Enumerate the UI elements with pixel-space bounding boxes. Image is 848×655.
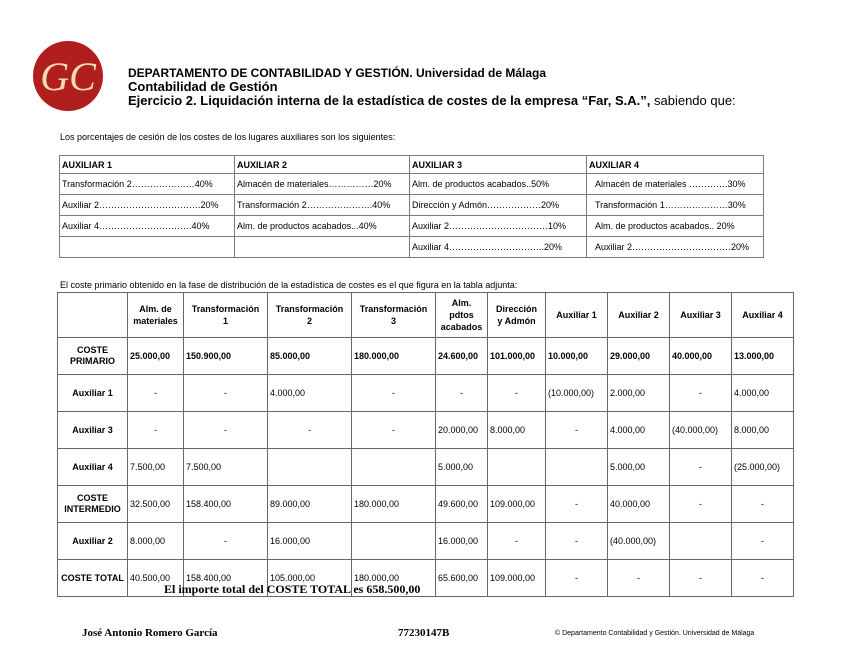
cost-row <box>58 412 794 449</box>
row-label: COSTE INTERMEDIO <box>58 486 128 523</box>
value-cell: 158.400,00 <box>184 560 268 597</box>
value-cell: - <box>128 412 184 449</box>
value-cell: 16.000,00 <box>268 523 352 560</box>
header-cell: Transformación 1 <box>184 293 268 338</box>
value-cell: 4.000,00 <box>732 375 794 412</box>
aux-header-cell: AUXILIAR 3 <box>410 156 587 174</box>
value-cell: - <box>352 375 436 412</box>
value-cell: 8.000,00 <box>488 412 546 449</box>
row-label: Auxiliar 4 <box>58 449 128 486</box>
value-cell: - <box>268 412 352 449</box>
aux-intro-text: Los porcentajes de cesión de los costes de los lugares auxiliares son los siguientes: <box>60 132 396 142</box>
value-cell: 8.000,00 <box>732 412 794 449</box>
value-cell: 65.600,00 <box>436 560 488 597</box>
value-cell: (40.000,00) <box>670 412 732 449</box>
value-cell: (10.000,00) <box>546 375 608 412</box>
cost-row <box>58 486 794 523</box>
aux-cell: Auxiliar 2……………………………20% <box>587 237 764 258</box>
value-cell: - <box>546 560 608 597</box>
aux-cell: Almacén de materiales……………20% <box>235 174 410 195</box>
auxiliary-percentages-table <box>59 155 764 258</box>
author-name: José Antonio Romero García <box>82 627 218 639</box>
value-cell: 4.000,00 <box>608 412 670 449</box>
value-cell: - <box>184 412 268 449</box>
header-cell: Alm. pdtos acabados <box>436 293 488 338</box>
aux-cell: Auxiliar 2……………………………10% <box>410 216 587 237</box>
header-cell: Auxiliar 2 <box>608 293 670 338</box>
value-cell: - <box>732 523 794 560</box>
aux-cell: Alm. de productos acabados..50% <box>410 174 587 195</box>
aux-cell: Alm. de productos acabados...40% <box>235 216 410 237</box>
value-cell: - <box>670 449 732 486</box>
value-cell: - <box>184 375 268 412</box>
header-cell: Transformación 3 <box>352 293 436 338</box>
value-cell: - <box>608 560 670 597</box>
value-cell: - <box>488 375 546 412</box>
aux-row <box>60 237 764 258</box>
value-cell: 29.000,00 <box>608 338 670 375</box>
value-cell: - <box>184 523 268 560</box>
value-cell: 49.600,00 <box>436 486 488 523</box>
cost-row <box>58 338 794 375</box>
header-cell: Alm. de materiales <box>128 293 184 338</box>
value-cell: 180.000,00 <box>352 486 436 523</box>
aux-header-cell: AUXILIAR 4 <box>587 156 764 174</box>
value-cell: (25.000,00) <box>732 449 794 486</box>
copyright-notice: © Departamento Contabilidad y Gestión. Universidad de Málaga <box>555 630 755 637</box>
value-cell <box>352 449 436 486</box>
aux-cell: Dirección y Admón………………20% <box>410 195 587 216</box>
value-cell: 20.000,00 <box>436 412 488 449</box>
value-cell: 150.900,00 <box>184 338 268 375</box>
value-cell <box>268 449 352 486</box>
total-cost-statement: El importe total del COSTE TOTAL es 658.500,00 <box>164 582 421 596</box>
aux-cell <box>235 237 410 258</box>
value-cell: - <box>546 412 608 449</box>
value-cell <box>488 449 546 486</box>
value-cell: - <box>546 486 608 523</box>
value-cell: - <box>436 375 488 412</box>
cost-distribution-table <box>57 292 794 597</box>
value-cell: 4.000,00 <box>268 375 352 412</box>
value-cell: 13.000,00 <box>732 338 794 375</box>
aux-header-cell: AUXILIAR 1 <box>60 156 235 174</box>
aux-header-row <box>60 156 764 174</box>
value-cell: 25.000,00 <box>128 338 184 375</box>
value-cell <box>546 449 608 486</box>
aux-row <box>60 216 764 237</box>
value-cell: - <box>488 523 546 560</box>
aux-cell: Almacén de materiales ………….30% <box>587 174 764 195</box>
department-logo <box>32 40 104 112</box>
value-cell: - <box>670 560 732 597</box>
value-cell: 89.000,00 <box>268 486 352 523</box>
aux-cell <box>60 237 235 258</box>
value-cell: 16.000,00 <box>436 523 488 560</box>
header-cell: Auxiliar 4 <box>732 293 794 338</box>
value-cell: - <box>732 560 794 597</box>
cost-header-row <box>58 293 794 338</box>
value-cell: 7.500,00 <box>184 449 268 486</box>
value-cell: 158.400,00 <box>184 486 268 523</box>
cost-row <box>58 523 794 560</box>
value-cell: 180.000,00 <box>352 560 436 597</box>
value-cell: - <box>670 375 732 412</box>
header-cell <box>58 293 128 338</box>
logo-letters: GC <box>40 54 96 99</box>
aux-cell: Alm. de productos acabados.. 20% <box>587 216 764 237</box>
row-label: COSTE PRIMARIO <box>58 338 128 375</box>
value-cell: - <box>670 486 732 523</box>
value-cell: 5.000,00 <box>436 449 488 486</box>
value-cell: - <box>546 523 608 560</box>
subject-title: Contabilidad de Gestión <box>128 79 278 94</box>
aux-row <box>60 174 764 195</box>
value-cell: 85.000,00 <box>268 338 352 375</box>
value-cell: 24.600,00 <box>436 338 488 375</box>
aux-cell: Transformación 1…………………30% <box>587 195 764 216</box>
value-cell: (40.000,00) <box>608 523 670 560</box>
row-label: Auxiliar 1 <box>58 375 128 412</box>
value-cell: 2.000,00 <box>608 375 670 412</box>
aux-cell: Auxiliar 2…………………………….20% <box>60 195 235 216</box>
aux-cell: Auxiliar 4…………………………..20% <box>410 237 587 258</box>
cost-row <box>58 449 794 486</box>
value-cell: 105.000,00 <box>268 560 352 597</box>
value-cell: 109.000,00 <box>488 560 546 597</box>
aux-row <box>60 195 764 216</box>
exercise-title: Ejercicio 2. Liquidación interna de la estadística de costes de la empresa “Far, S.A.”, sabiendo que: <box>128 93 736 108</box>
header-cell: Auxiliar 3 <box>670 293 732 338</box>
value-cell: 109.000,00 <box>488 486 546 523</box>
value-cell <box>670 523 732 560</box>
aux-cell: Transformación 2…………………40% <box>60 174 235 195</box>
value-cell: 5.000,00 <box>608 449 670 486</box>
value-cell: 40.500,00 <box>128 560 184 597</box>
value-cell: 10.000,00 <box>546 338 608 375</box>
department-title: DEPARTAMENTO DE CONTABILIDAD Y GESTIÓN. Universidad de Málaga <box>128 66 547 80</box>
value-cell: - <box>352 412 436 449</box>
value-cell: - <box>128 375 184 412</box>
value-cell: 40.000,00 <box>608 486 670 523</box>
row-label: Auxiliar 3 <box>58 412 128 449</box>
aux-cell: Transformación 2………………….40% <box>235 195 410 216</box>
value-cell: 40.000,00 <box>670 338 732 375</box>
value-cell: 32.500,00 <box>128 486 184 523</box>
aux-header-cell: AUXILIAR 2 <box>235 156 410 174</box>
aux-cell: Auxiliar 4………………………….40% <box>60 216 235 237</box>
header-cell: Dirección y Admón <box>488 293 546 338</box>
header-cell: Transformación 2 <box>268 293 352 338</box>
value-cell: 101.000,00 <box>488 338 546 375</box>
value-cell <box>352 523 436 560</box>
cost-row <box>58 375 794 412</box>
document-header <box>128 66 736 108</box>
cost-intro-text: El coste primario obtenido en la fase de distribución de la estadística de costes es el que figura en la tabla adjunta: <box>60 280 518 290</box>
row-label: COSTE TOTAL <box>58 560 128 597</box>
value-cell: 7.500,00 <box>128 449 184 486</box>
student-id: 77230147B <box>398 627 450 639</box>
header-cell: Auxiliar 1 <box>546 293 608 338</box>
value-cell: - <box>732 486 794 523</box>
value-cell: 180.000,00 <box>352 338 436 375</box>
value-cell: 8.000,00 <box>128 523 184 560</box>
row-label: Auxiliar 2 <box>58 523 128 560</box>
